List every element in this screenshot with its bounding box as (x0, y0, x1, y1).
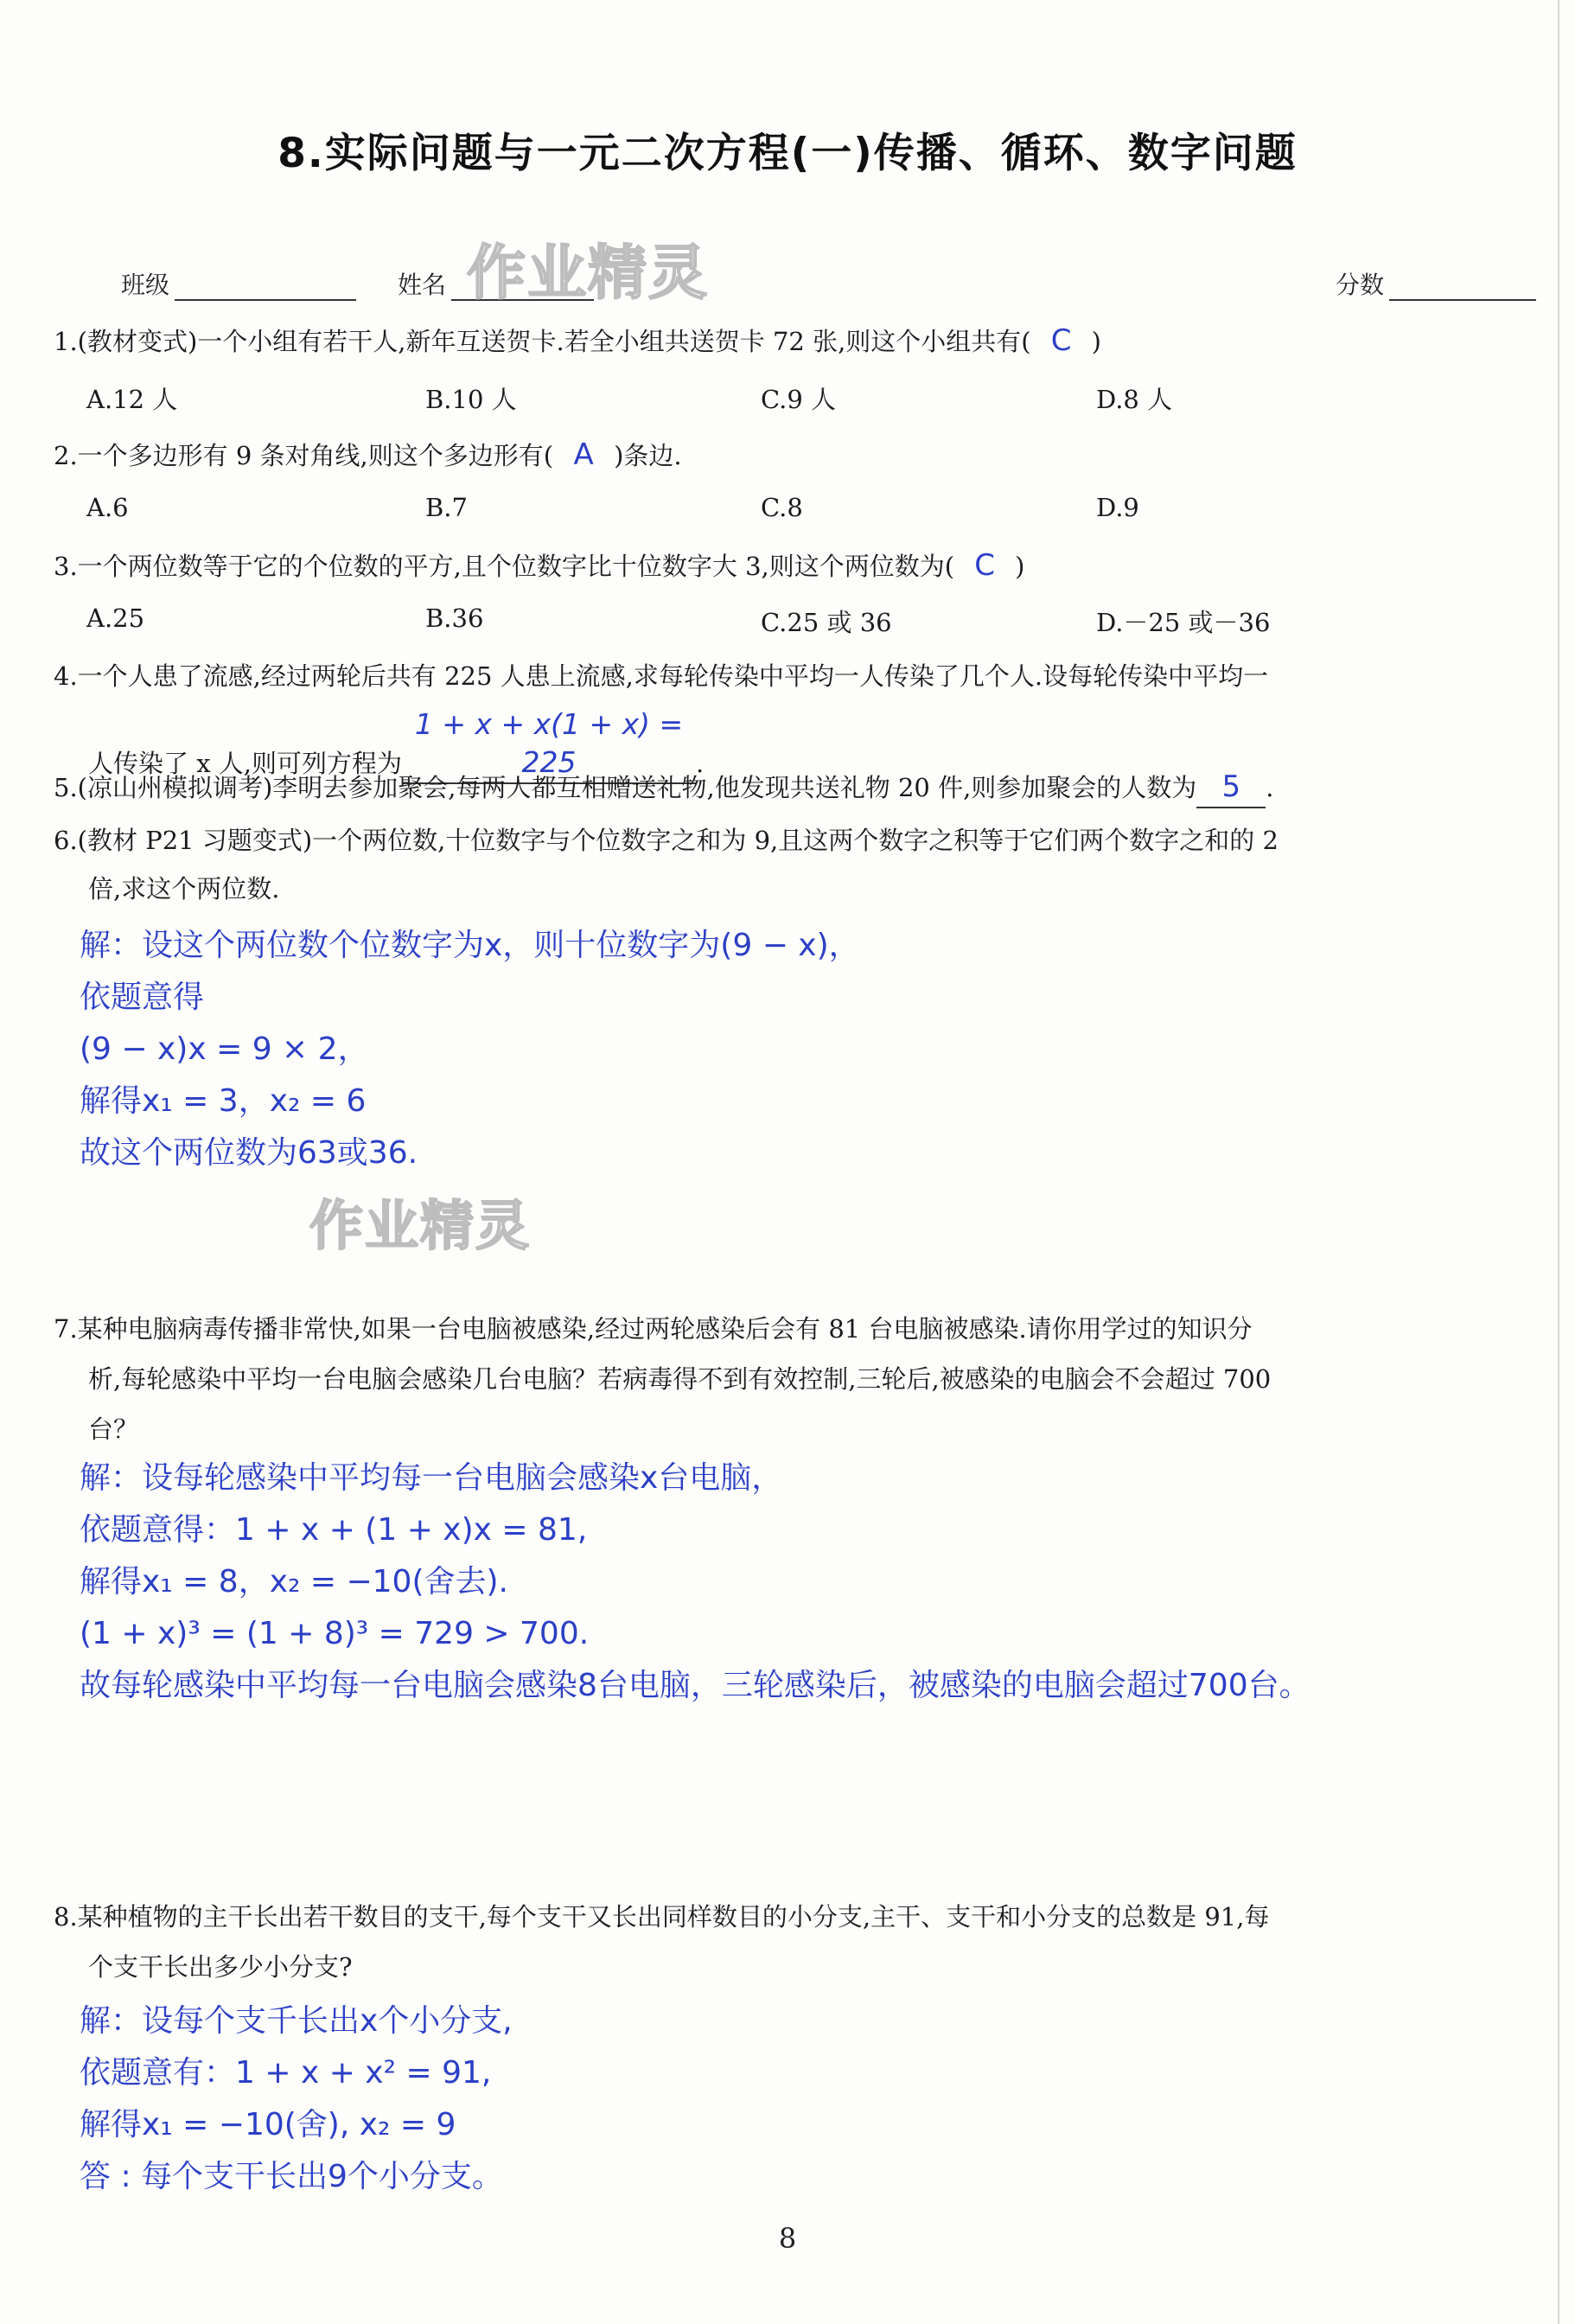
question-1 (54, 322, 1549, 361)
option-a: A.12 人 (86, 385, 178, 414)
option-c: C.25 或 36 (761, 608, 892, 637)
question-3-close: ) (1015, 552, 1025, 581)
question-7 (54, 1304, 1549, 1454)
question-1-text: 1.(教材变式)一个小组有若干人,新年互送贺卡.若全小组共送贺卡 72 张,则这个小组共有( (54, 327, 1031, 356)
name-label: 姓名 (398, 271, 447, 299)
question-7-line-3: 台？ (88, 1414, 139, 1444)
question-2-text: 2.一个多边形有 9 条对角线,则这个多边形有( (54, 441, 554, 470)
solution-line: (1 + x)³ = (1 + 8)³ = 729 > 700. (80, 1616, 590, 1651)
solution-line: 依题意得 (80, 980, 205, 1015)
solution-line: 答 : 每个支干长出9个小分支。 (80, 2159, 503, 2194)
option-c: C.9 人 (761, 385, 837, 414)
solution-line: 依题意得：1 + x + (1 + x)x = 81, (80, 1512, 588, 1548)
question-4-answer: 1 + x + x(1 + x) = 225 (414, 707, 684, 779)
option-a: A.6 (86, 493, 129, 522)
question-8 (54, 1892, 1549, 1992)
solution-line: 解得x₁ = 8，x₂ = −10(舍去). (80, 1564, 508, 1599)
score-field (1336, 266, 1536, 301)
question-6-line-1: 6.(教材 P21 习题变式)一个两位数,十位数字与个位数字之和为 9,且这两个数字之积等于它们两个数字之和的 2 (54, 826, 1278, 855)
class-label: 班级 (121, 271, 170, 299)
option-c: C.8 (761, 493, 803, 522)
option-b: B.36 (425, 603, 484, 633)
solution-line: 故这个两位数为63或36. (80, 1135, 418, 1171)
solution-line: 故每轮感染中平均每一台电脑会感染8台电脑，三轮感染后，被感染的电脑会超过700台。 (80, 1668, 1310, 1703)
question-4-period: . (696, 749, 705, 778)
solution-line: 依题意有：1 + x + x² = 91, (80, 2055, 492, 2091)
watermark-logo: 作业精灵 (309, 1194, 532, 1257)
question-3-text: 3.一个两位数等于它的个位数的平方,且个位数字比十位数字大 3,则这个两位数为( (54, 552, 955, 581)
question-6 (54, 821, 1549, 908)
score-blank (1389, 273, 1536, 301)
solution-line: 解：设这个两位数个位数字为x，则十位数字为(9 − x)， (80, 928, 860, 963)
option-b: B.7 (425, 493, 468, 522)
class-blank (175, 273, 356, 301)
question-6-line-2: 倍,求这个两位数. (88, 874, 280, 903)
question-8-line-2: 个支干长出多少小分支? (88, 1952, 353, 1982)
solution-line: 解得x₁ = 3，x₂ = 6 (80, 1083, 367, 1119)
question-2-close: )条边. (614, 441, 682, 470)
option-d: D.8 人 (1096, 385, 1173, 414)
question-1-close: ) (1091, 327, 1101, 356)
question-3-answer: C (974, 548, 995, 583)
question-5-text: 5.(凉山州模拟调考)李明去参加聚会,每两人都互相赠送礼物,他发现共送礼物 20 件,则参加聚会的人数为 (54, 773, 1197, 802)
question-4 (54, 657, 1549, 784)
question-4-line-1: 4.一个人患了流感,经过两轮后共有 225 人患上流感,求每轮传染中平均一人传染了几个人.设每轮传染中平均一 (54, 661, 1269, 691)
question-5-period: . (1266, 773, 1274, 802)
question-2-answer: A (573, 437, 594, 472)
option-b: B.10 人 (425, 385, 517, 414)
question-5-answer: 5 (1221, 769, 1241, 804)
class-field (121, 266, 356, 301)
option-d: D.9 (1096, 493, 1139, 522)
question-8-line-1: 8.某种植物的主干长出若干数目的支干,每个支干又长出同样数目的小分支,主干、支干和小分支的总数是 91,每 (54, 1902, 1270, 1931)
watermark-logo: 作业精灵 (467, 239, 710, 308)
page-number: 8 (778, 2222, 797, 2255)
question-7-line-2: 析,每轮感染中平均一台电脑会感染几台电脑？若病毒得不到有效控制,三轮后,被感染的电脑会不会超过 700 (88, 1364, 1272, 1394)
question-6-solution (80, 920, 1549, 1179)
question-4-text: 人传染了 x 人,则可列方程为 (88, 749, 403, 778)
question-7-line-1: 7.某种电脑病毒传播非常快,如果一台电脑被感染,经过两轮感染后会有 81 台电脑被感染.请你用学过的知识分 (54, 1314, 1253, 1344)
question-5 (54, 768, 1549, 808)
question-5-answer-blank (1196, 768, 1266, 808)
option-a: A.25 (86, 603, 145, 633)
solution-line: 解：设每个支千长出x个小分支, (80, 2003, 513, 2039)
page-edge (1558, 0, 1559, 2324)
score-label: 分数 (1336, 271, 1385, 299)
question-1-answer: C (1050, 323, 1072, 358)
solution-line: 解得x₁ = −10(舍), x₂ = 9 (80, 2107, 456, 2142)
question-7-solution (80, 1452, 1549, 1712)
page-title: 8.实际问题与一元二次方程(一)传播、循环、数字问题 (277, 130, 1298, 177)
option-d: D.－25 或－36 (1096, 608, 1271, 637)
question-2 (54, 436, 1549, 475)
solution-line: 解：设每轮感染中平均每一台电脑会感染x台电脑， (80, 1460, 783, 1496)
solution-line: (9 − x)x = 9 × 2， (80, 1031, 369, 1067)
question-3 (54, 546, 1549, 585)
question-8-solution (80, 1995, 1549, 2203)
